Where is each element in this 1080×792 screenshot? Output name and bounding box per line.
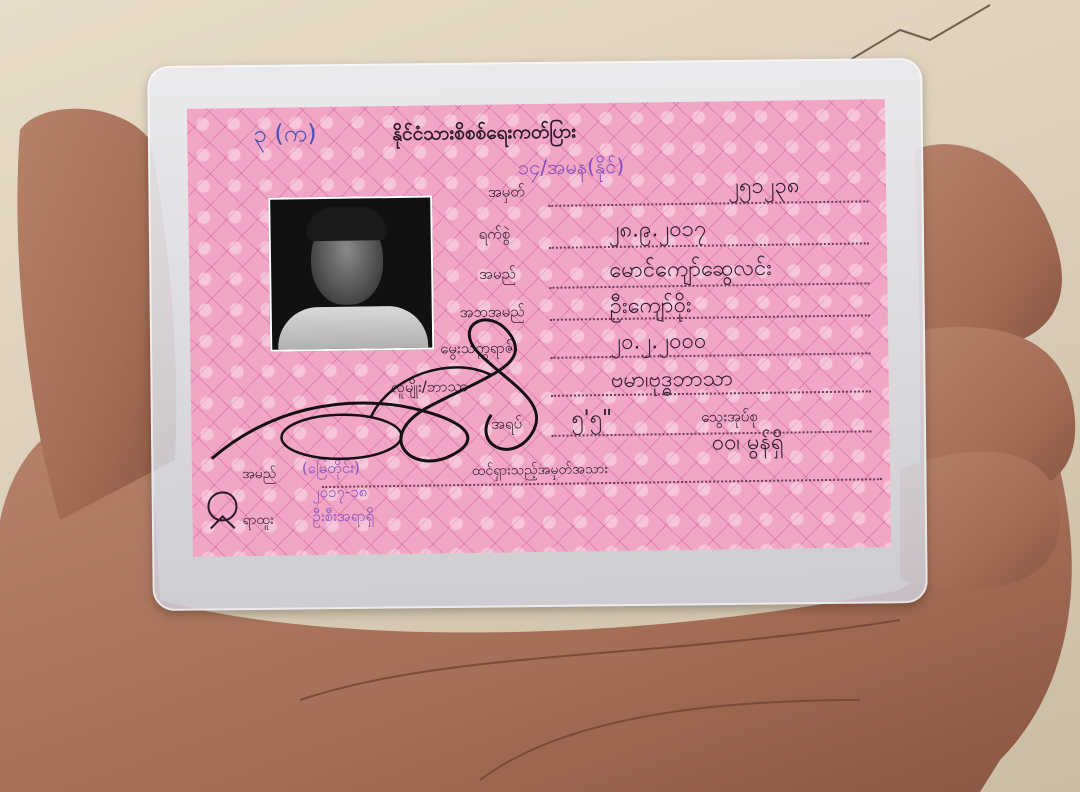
signer-stamp-line1: (မြေတိုင်း)	[301, 458, 361, 478]
nrc-prefix-stamp: ၁၄/အမန(နိုင်)	[517, 153, 625, 180]
field-race-value: ဗမာ၊ဗုဒ္ဓဘာသာ	[610, 366, 734, 394]
field-height-value: ၅'၅"	[571, 405, 613, 432]
field-blood-value: ဝဝ၊ မွန်ရှိ	[711, 429, 784, 456]
signer-rank-label: ရာထူး	[242, 511, 274, 529]
field-height-label: အရပ်	[491, 414, 523, 433]
card-form-number: ၃ (က)	[253, 119, 317, 148]
signer-stamp-line2: ၂၀၁၇-၁၈	[312, 482, 368, 502]
field-father-value: ဦးကျော်ဝိုး	[609, 292, 692, 320]
field-name-value: မောင်ကျော်ဆွေလင်း	[609, 255, 772, 284]
signature-scrawl	[187, 99, 891, 557]
signer-stamp-line3: ဦးစီးအရာရှိ	[312, 506, 375, 526]
field-name-label: အမည်	[479, 264, 517, 283]
field-dob-value: ၂၀.၂.၂၀၀၀	[610, 328, 707, 356]
field-father-label: အဘအမည်	[459, 302, 525, 322]
field-dob-label: မွေးသက္ကရာဇ်	[440, 338, 514, 358]
field-race-label: လူမျိုး/ဘာသာ	[390, 376, 469, 397]
field-number-label: အမှတ်	[487, 182, 526, 201]
card-title: နိုင်ငံသားစိစစ်ရေးကတ်ပြား	[392, 120, 577, 146]
finger-top	[915, 144, 1062, 345]
field-mark-label: ထင်ရှားသည့်အမှတ်အသား	[471, 461, 608, 479]
signer-name-label: အမည်	[241, 465, 277, 483]
field-blood-label: သွေးအုပ်စု	[701, 406, 759, 426]
id-card	[187, 99, 891, 557]
field-date-value: ၂၈.၉.၂၀၁၇	[608, 216, 707, 244]
field-date-label: ရက်စွဲ	[478, 224, 511, 243]
field-number-value: ၂၅၁၂၃၈	[727, 173, 800, 200]
